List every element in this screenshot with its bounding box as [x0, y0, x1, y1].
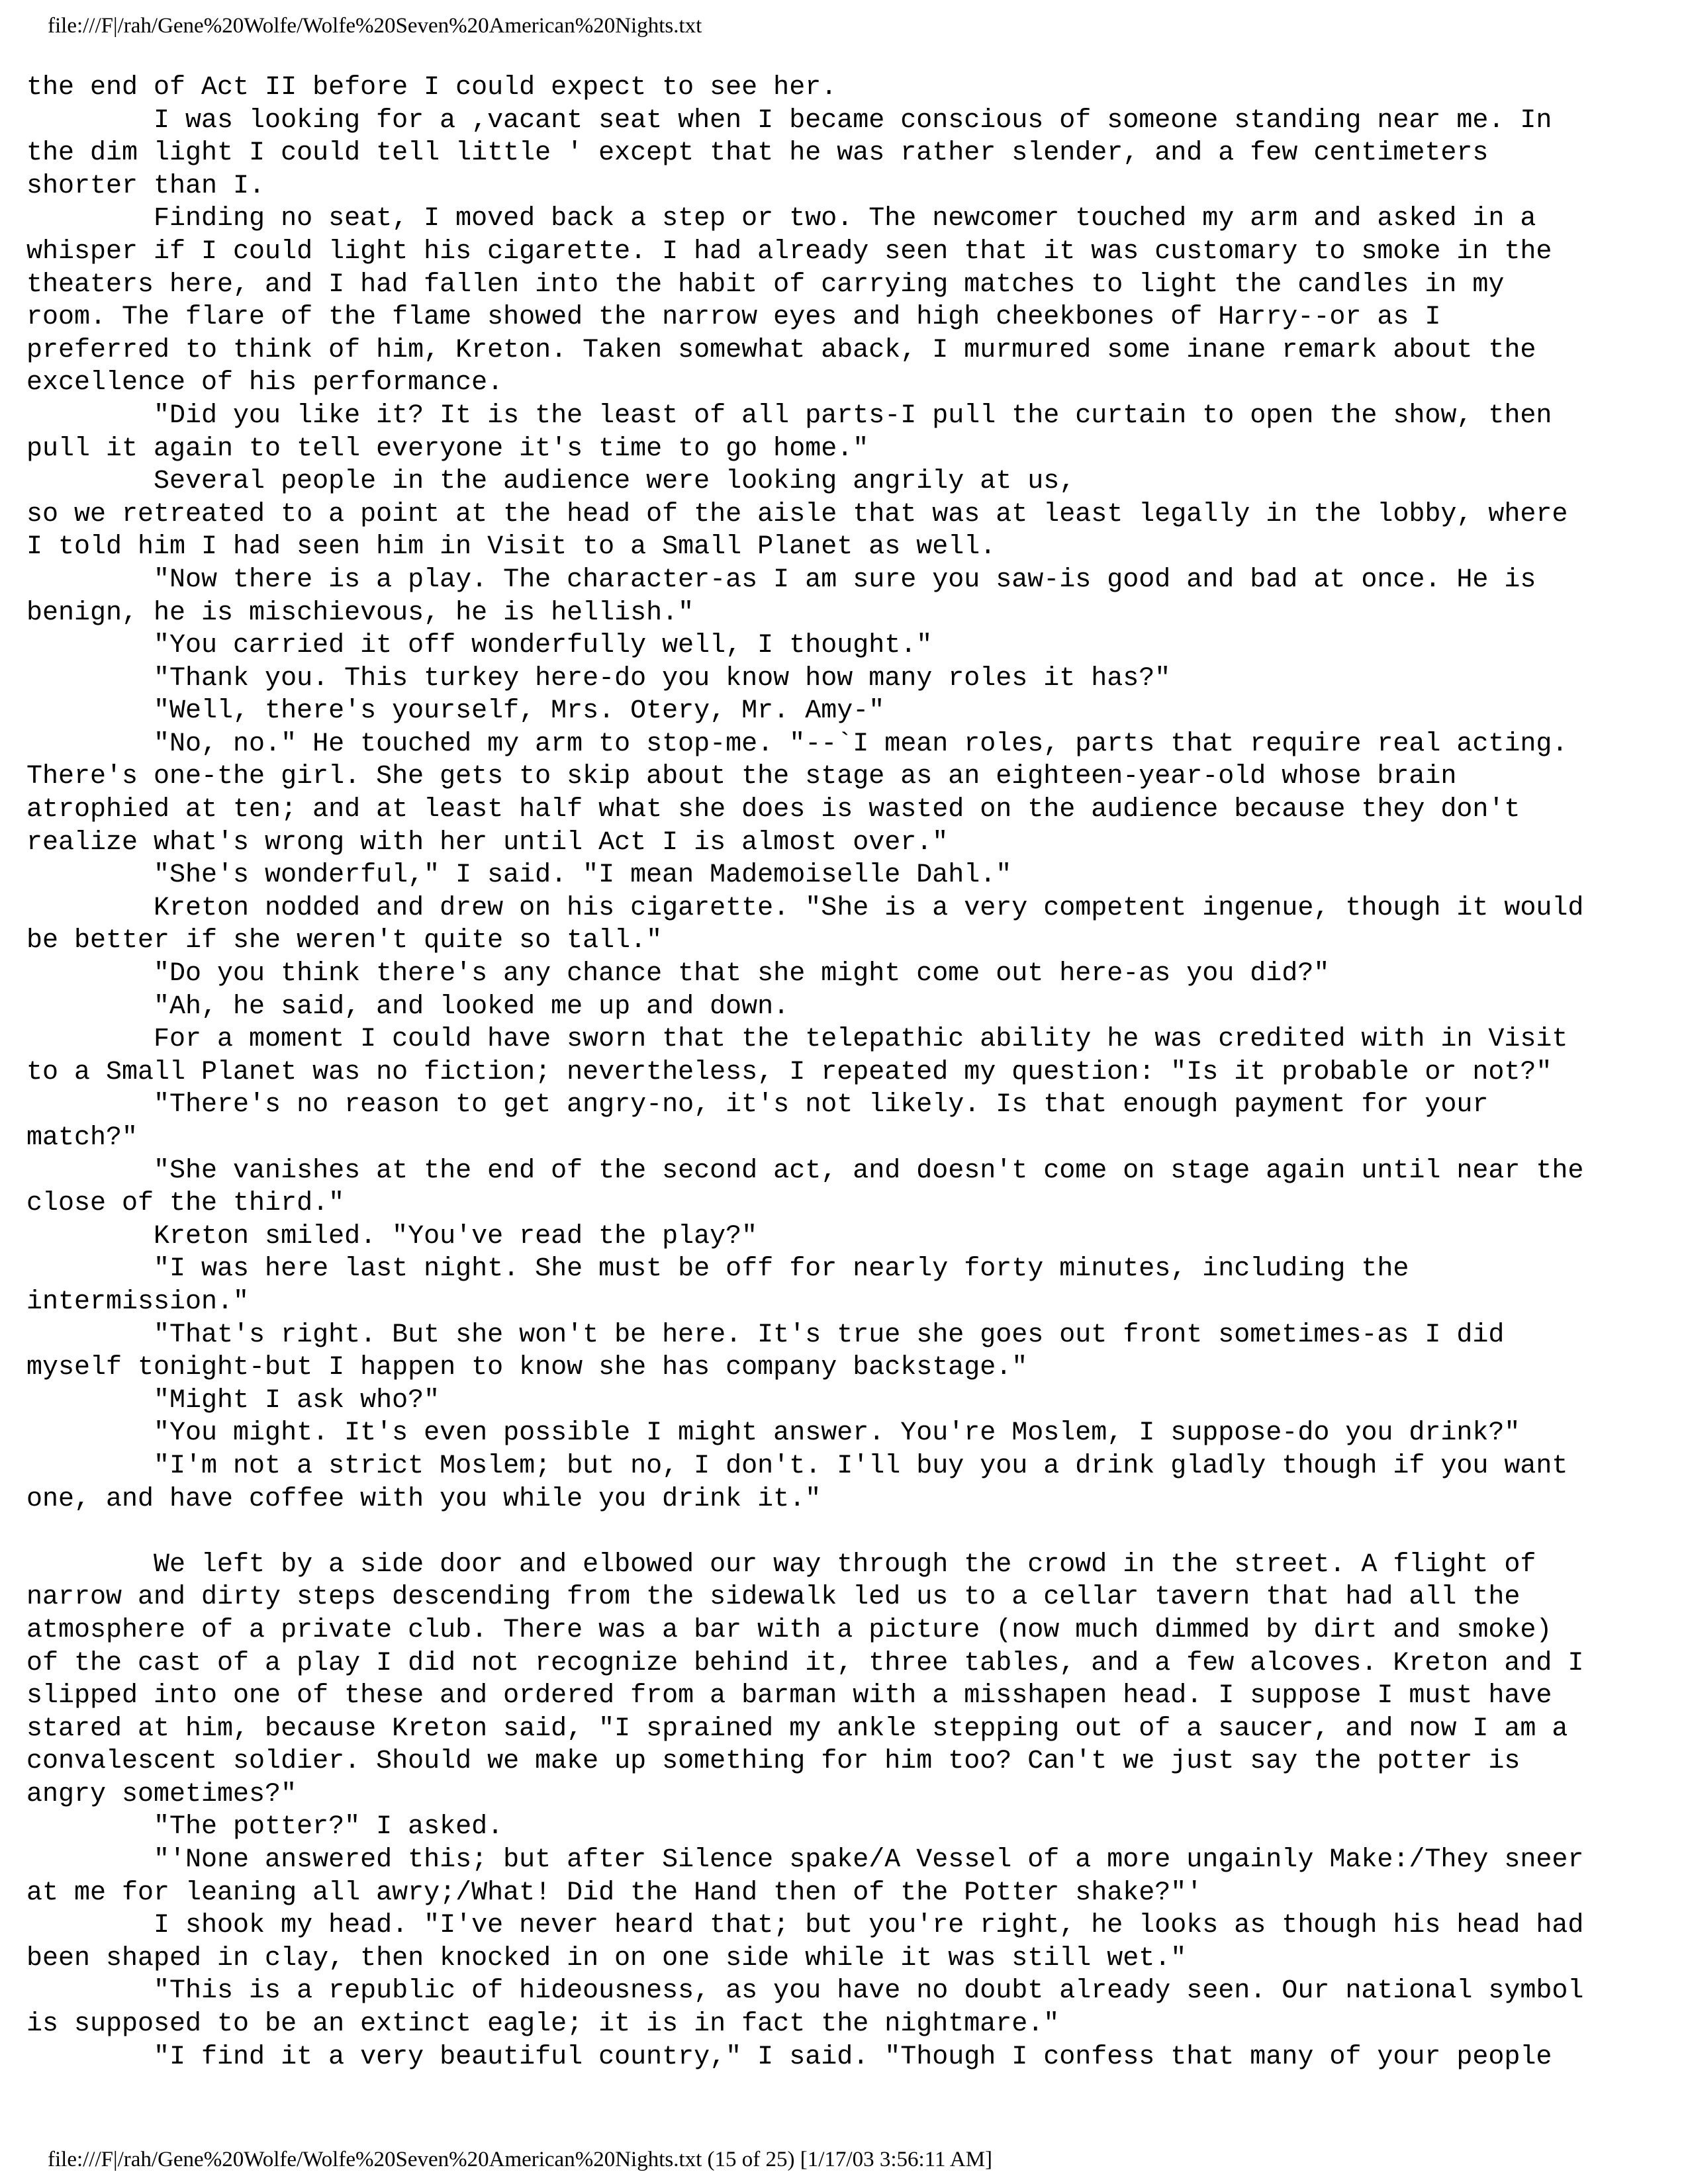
text-line: benign, he is mischievous, he is hellish." [26, 598, 694, 628]
text-line: the end of Act II before I could expect to see her. [26, 73, 837, 103]
text-line: convalescent soldier. Should we make up something for him too? Can't we just say the potter is [26, 1747, 1521, 1777]
text-line: I shook my head. "I've never heard that; but you're right, he looks as though his head had [26, 1911, 1584, 1941]
text-line: "She's wonderful," I said. "I mean Mademoiselle Dahl." [26, 860, 1012, 891]
page-footer-info: file:///F|/rah/Gene%20Wolfe/Wolfe%20Seven%20American%20Nights.txt (15 of 25) [1/17/03 3:56:11 AM] [48, 2148, 993, 2171]
text-line: "Thank you. This turkey here-do you know how many roles it has?" [26, 663, 1171, 694]
text-line: "Ah, he said, and looked me up and down. [26, 991, 790, 1022]
text-line: I was looking for a ,vacant seat when I became conscious of someone standing near me. In [26, 105, 1552, 136]
text-line: theaters here, and I had fallen into the habit of carrying matches to light the candles in my [26, 269, 1505, 300]
text-line [26, 1516, 1668, 1549]
text-line: "I was here last night. She must be off for nearly forty minutes, including the [26, 1254, 1409, 1285]
text-line: Several people in the audience were looking angrily at us, [26, 467, 1076, 497]
text-line: "I find it a very beautiful country," I said. "Though I confess that many of your people [26, 2042, 1552, 2072]
text-line: Kreton nodded and drew on his cigarette. "She is a very competent ingenue, though it would [26, 893, 1584, 923]
text-line: "No, no." He touched my arm to stop-me. "--`I mean roles, parts that require real acting. [26, 729, 1568, 759]
text-line: atrophied at ten; and at least half what she does is wasted on the audience because they don't [26, 795, 1521, 825]
text-line: be better if she weren't quite so tall." [26, 926, 663, 956]
text-line: at me for leaning all awry;/What! Did the Hand then of the Potter shake?"' [26, 1878, 1203, 1908]
text-line: pull it again to tell everyone it's time to go home." [26, 433, 869, 464]
page-header-path: file:///F|/rah/Gene%20Wolfe/Wolfe%20Seven%20American%20Nights.txt [48, 14, 702, 38]
text-line: "That's right. But she won't be here. It's true she goes out front sometimes-as I did [26, 1320, 1505, 1350]
text-line: There's one-the girl. She gets to skip about the stage as an eighteen-year-old whose brain [26, 762, 1457, 792]
text-line: room. The flare of the flame showed the narrow eyes and high cheekbones of Harry--or as I [26, 302, 1441, 333]
text-line: "You might. It's even possible I might answer. You're Moslem, I suppose-do you drink?" [26, 1418, 1521, 1449]
text-line: so we retreated to a point at the head of the aisle that was at least legally in the lobby, where [26, 499, 1568, 529]
text-line: of the cast of a play I did not recognize behind it, three tables, and a few alcoves. Kreton and I [26, 1648, 1584, 1678]
text-line: the dim light I could tell little ' except that he was rather slender, and a few centimeters [26, 138, 1489, 169]
text-line: "The potter?" I asked. [26, 1812, 504, 1843]
text-line: I told him I had seen him in Visit to a Small Planet as well. [26, 532, 996, 563]
text-line: Finding no seat, I moved back a step or two. The newcomer touched my arm and asked in a [26, 204, 1536, 234]
text-line: stared at him, because Kreton said, "I sprained my ankle stepping out of a saucer, and now I am a [26, 1713, 1568, 1744]
text-line: preferred to think of him, Kreton. Taken somewhat aback, I murmured some inane remark about the [26, 335, 1536, 365]
text-line: whisper if I could light his cigarette. I had already seen that it was customary to smoke in the [26, 236, 1552, 267]
text-line: excellence of his performance. [26, 368, 504, 398]
text-line: shorter than I. [26, 171, 265, 201]
text-line: intermission." [26, 1287, 250, 1317]
text-line: For a moment I could have sworn that the telepathic ability he was credited with in Visit [26, 1024, 1568, 1055]
document-text-body [26, 71, 1668, 2073]
text-line: "'None answered this; but after Silence spake/A Vessel of a more ungainly Make:/They sneer [26, 1845, 1584, 1876]
text-line: been shaped in clay, then knocked in on one side while it was still wet." [26, 1943, 1187, 1974]
text-line: "Did you like it? It is the least of all parts-I pull the curtain to open the show, then [26, 400, 1552, 431]
text-line: slipped into one of these and ordered from a barman with a misshapen head. I suppose I must have [26, 1681, 1552, 1711]
text-line: We left by a side door and elbowed our way through the crowd in the street. A flight of [26, 1549, 1536, 1580]
text-line: realize what's wrong with her until Act I is almost over." [26, 827, 949, 858]
text-line: one, and have coffee with you while you drink it." [26, 1484, 821, 1514]
text-line: "Well, there's yourself, Mrs. Otery, Mr. Amy-" [26, 696, 885, 727]
text-line: Kreton smiled. "You've read the play?" [26, 1221, 758, 1251]
text-line: angry sometimes?" [26, 1779, 297, 1809]
text-line: close of the third." [26, 1189, 345, 1219]
text-line: narrow and dirty steps descending from the sidewalk led us to a cellar tavern that had all the [26, 1582, 1521, 1613]
text-line: myself tonight-but I happen to know she has company backstage." [26, 1353, 1028, 1383]
text-line: "Do you think there's any chance that she might come out here-as you did?" [26, 959, 1330, 989]
text-line: "You carried it off wonderfully well, I thought." [26, 631, 933, 661]
text-line: match?" [26, 1123, 138, 1153]
text-line: "Might I ask who?" [26, 1385, 440, 1416]
text-line: "She vanishes at the end of the second act, and doesn't come on stage again until near the [26, 1156, 1584, 1186]
text-line: "Now there is a play. The character-as I am sure you saw-is good and bad at once. He is [26, 565, 1536, 595]
text-line: to a Small Planet was no fiction; nevertheless, I repeated my question: "Is it probable or not?" [26, 1057, 1552, 1087]
text-line: "There's no reason to get angry-no, it's not likely. Is that enough payment for your [26, 1090, 1489, 1120]
text-line: "I'm not a strict Moslem; but no, I don't. I'll buy you a drink gladly though if you want [26, 1451, 1568, 1481]
text-line: is supposed to be an extinct eagle; it is in fact the nightmare." [26, 2009, 1060, 2040]
text-line: "This is a republic of hideousness, as you have no doubt already seen. Our national symbol [26, 1976, 1584, 2007]
text-line: atmosphere of a private club. There was a bar with a picture (now much dimmed by dirt and smoke) [26, 1615, 1552, 1645]
